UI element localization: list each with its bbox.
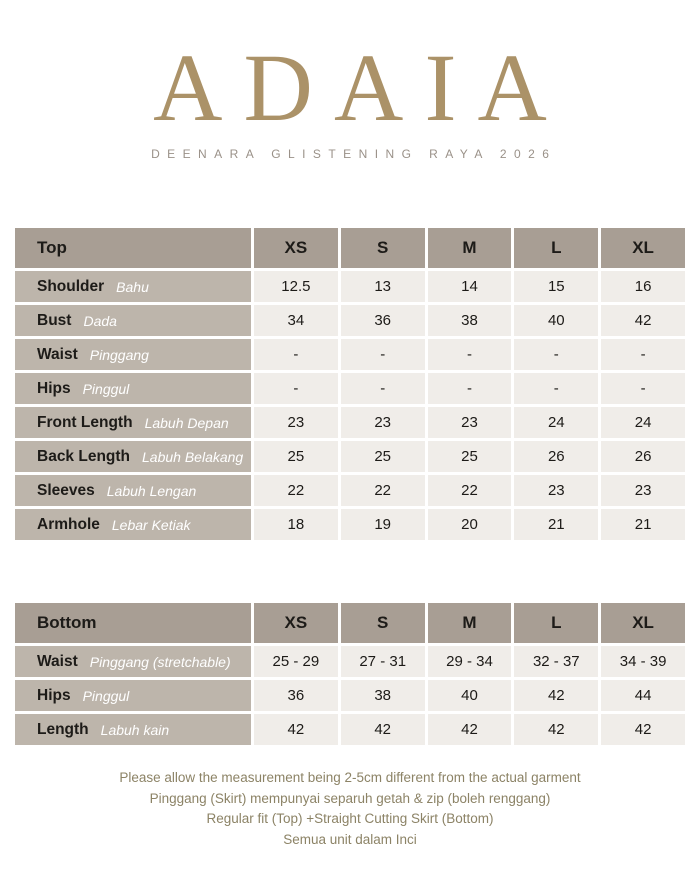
measurement-value-cell: -: [428, 339, 512, 370]
size-column-header: L: [514, 228, 598, 268]
measurement-value-cell: -: [601, 339, 685, 370]
footnote-line: Regular fit (Top) +Straight Cutting Skirt (Bottom): [206, 811, 494, 826]
row-sublabel: Bahu: [116, 278, 149, 295]
row-label: Sleeves: [37, 481, 95, 499]
row-label: Shoulder: [37, 277, 105, 295]
row-label: Length: [37, 720, 89, 738]
measurement-value-cell: 34: [254, 305, 338, 336]
size-column-header: XS: [254, 228, 338, 268]
footnotes: [0, 768, 700, 850]
size-column-header: S: [341, 228, 425, 268]
row-label-cell: [15, 339, 251, 370]
measurement-value-cell: 22: [341, 475, 425, 506]
measurement-value-cell: 21: [601, 509, 685, 540]
row-label: Front Length: [37, 413, 133, 431]
measurement-value-cell: 20: [428, 509, 512, 540]
brand-header: [0, 0, 700, 161]
measurement-value-cell: 29 - 34: [428, 646, 512, 677]
bottom-size-table: [15, 603, 685, 745]
measurement-value-cell: 42: [601, 714, 685, 745]
row-label-cell: [15, 509, 251, 540]
row-label-cell: [15, 714, 251, 745]
measurement-value-cell: -: [341, 339, 425, 370]
measurement-value-cell: 21: [514, 509, 598, 540]
measurement-value-cell: 42: [514, 714, 598, 745]
measurement-value-cell: 40: [514, 305, 598, 336]
row-label: Waist: [37, 345, 78, 363]
brand-subtitle: DEENARA GLISTENING RAYA 2026: [151, 146, 557, 161]
measurement-value-cell: 12.5: [254, 271, 338, 302]
table-title: Bottom: [15, 603, 251, 643]
table-title: Top: [15, 228, 251, 268]
measurement-value-cell: 18: [254, 509, 338, 540]
row-sublabel: Pinggul: [82, 380, 130, 397]
measurement-value-cell: 19: [341, 509, 425, 540]
row-label-cell: [15, 407, 251, 438]
measurement-value-cell: 32 - 37: [514, 646, 598, 677]
measurement-value-cell: 25 - 29: [254, 646, 338, 677]
row-label: Waist: [37, 652, 78, 670]
row-sublabel: Labuh kain: [100, 721, 170, 738]
row-label-cell: [15, 475, 251, 506]
measurement-value-cell: 24: [601, 407, 685, 438]
measurement-value-cell: -: [428, 373, 512, 404]
size-column-header: XS: [254, 603, 338, 643]
measurement-value-cell: 42: [341, 714, 425, 745]
row-label-cell: [15, 373, 251, 404]
row-label-cell: [15, 680, 251, 711]
row-sublabel: Pinggang (stretchable): [89, 653, 231, 670]
row-sublabel: Pinggang: [89, 346, 149, 363]
measurement-value-cell: 23: [514, 475, 598, 506]
measurement-value-cell: 36: [254, 680, 338, 711]
row-sublabel: Lebar Ketiak: [111, 516, 191, 533]
size-column-header: XL: [601, 603, 685, 643]
footnote-line: Please allow the measurement being 2-5cm different from the actual garment: [119, 770, 581, 785]
row-label-cell: [15, 441, 251, 472]
measurement-value-cell: -: [254, 373, 338, 404]
row-label: Back Length: [37, 447, 131, 465]
measurement-value-cell: 23: [341, 407, 425, 438]
measurement-value-cell: 27 - 31: [341, 646, 425, 677]
measurement-value-cell: 23: [254, 407, 338, 438]
measurement-value-cell: -: [514, 373, 598, 404]
measurement-value-cell: 25: [428, 441, 512, 472]
size-column-header: XL: [601, 228, 685, 268]
measurement-value-cell: 36: [341, 305, 425, 336]
measurement-value-cell: 13: [341, 271, 425, 302]
measurement-value-cell: -: [254, 339, 338, 370]
size-column-header: M: [428, 228, 512, 268]
size-column-header: M: [428, 603, 512, 643]
row-sublabel: Labuh Belakang: [142, 448, 244, 465]
measurement-value-cell: 44: [601, 680, 685, 711]
size-column-header: L: [514, 603, 598, 643]
measurement-value-cell: 38: [428, 305, 512, 336]
measurement-value-cell: -: [601, 373, 685, 404]
row-label: Hips: [37, 686, 71, 704]
row-label-cell: [15, 646, 251, 677]
measurement-value-cell: 38: [341, 680, 425, 711]
row-label-cell: [15, 305, 251, 336]
measurement-value-cell: 24: [514, 407, 598, 438]
footnote-line: Semua unit dalam Inci: [283, 831, 417, 847]
row-sublabel: Labuh Lengan: [106, 482, 197, 499]
measurement-value-cell: 42: [254, 714, 338, 745]
measurement-value-cell: 23: [428, 407, 512, 438]
size-column-header: S: [341, 603, 425, 643]
measurement-value-cell: 42: [601, 305, 685, 336]
measurement-value-cell: 25: [341, 441, 425, 472]
measurement-value-cell: 42: [514, 680, 598, 711]
measurement-value-cell: 22: [428, 475, 512, 506]
row-label: Hips: [37, 379, 71, 397]
measurement-value-cell: 16: [601, 271, 685, 302]
top-size-table: [15, 228, 685, 540]
footnote-line: Pinggang (Skirt) mempunyai separuh getah & zip (boleh renggang): [149, 790, 551, 806]
measurement-value-cell: -: [514, 339, 598, 370]
measurement-value-cell: 14: [428, 271, 512, 302]
measurement-value-cell: 34 - 39: [601, 646, 685, 677]
measurement-value-cell: 22: [254, 475, 338, 506]
row-label: Armhole: [37, 515, 100, 533]
measurement-value-cell: 40: [428, 680, 512, 711]
measurement-value-cell: 26: [514, 441, 598, 472]
row-sublabel: Labuh Depan: [144, 414, 229, 431]
measurement-value-cell: 15: [514, 271, 598, 302]
row-sublabel: Pinggul: [82, 687, 130, 704]
row-sublabel: Dada: [83, 312, 117, 329]
measurement-value-cell: -: [341, 373, 425, 404]
measurement-value-cell: 26: [601, 441, 685, 472]
measurement-value-cell: 25: [254, 441, 338, 472]
row-label-cell: [15, 271, 251, 302]
measurement-value-cell: 23: [601, 475, 685, 506]
measurement-value-cell: 42: [428, 714, 512, 745]
row-label: Bust: [37, 311, 72, 329]
brand-logo: ADAIA: [153, 34, 568, 141]
